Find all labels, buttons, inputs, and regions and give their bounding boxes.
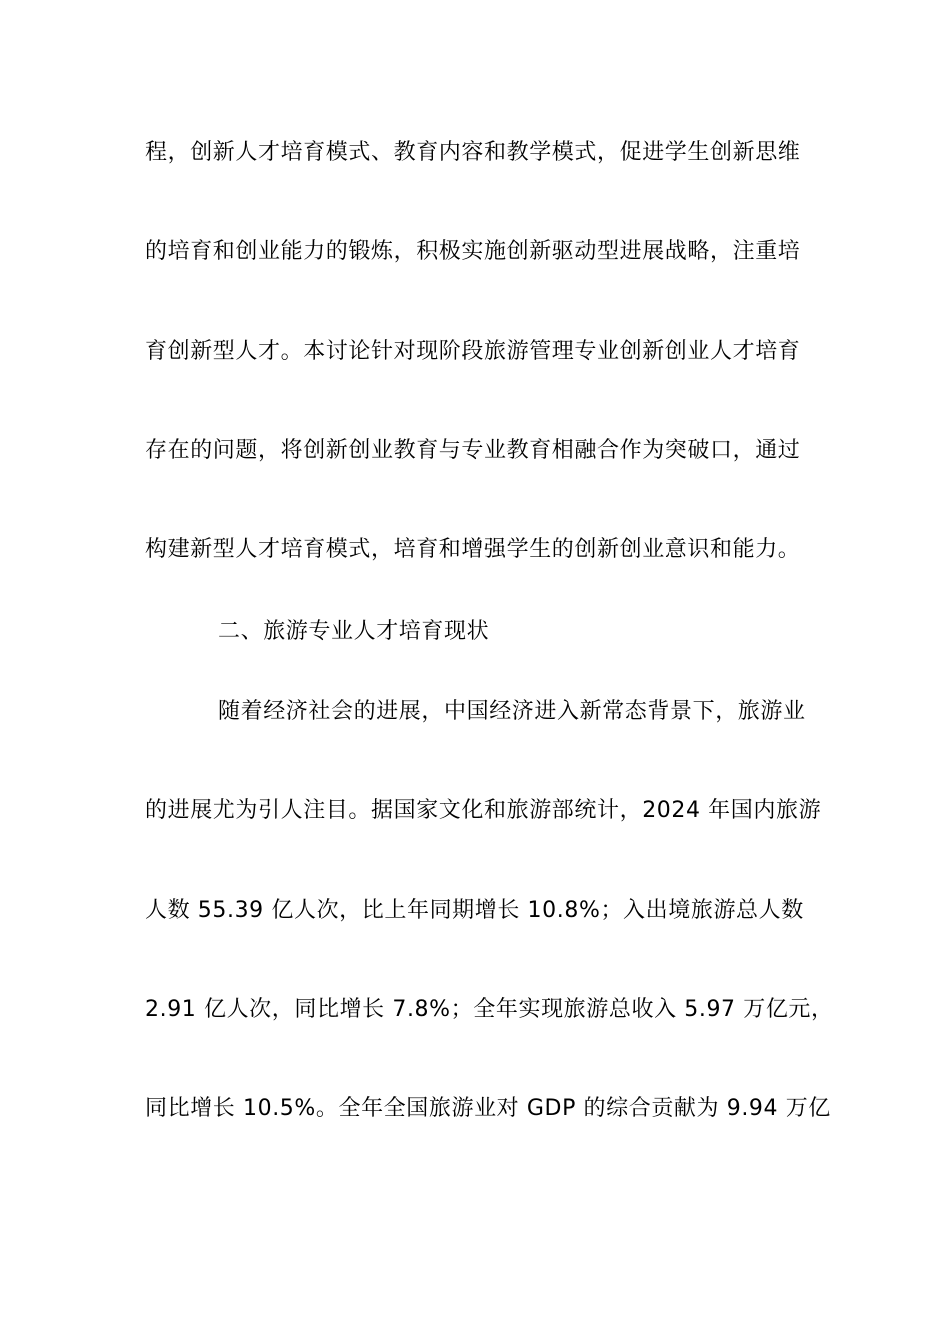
paragraph-line: 存在的问题，将创新创业教育与专业教育相融合作为突破口，通过 <box>145 438 801 463</box>
paragraph-line: 构建新型人才培育模式，培育和增强学生的创新创业意识和能力。 <box>145 537 801 562</box>
paragraph-line: 的培育和创业能力的锻炼，积极实施创新驱动型进展战略，注重培 <box>145 239 801 264</box>
paragraph-line: 人数 55.39 亿人次，比上年同期增长 10.8%；入出境旅游总人数 <box>145 898 804 923</box>
paragraph-line: 育创新型人才。本讨论针对现阶段旅游管理专业创新创业人才培育 <box>145 339 801 364</box>
paragraph-line: 随着经济社会的进展，中国经济进入新常态背景下，旅游业 <box>218 699 806 724</box>
section-heading: 二、旅游专业人才培育现状 <box>218 619 490 644</box>
paragraph-line: 同比增长 10.5%。全年全国旅游业对 GDP 的综合贡献为 9.94 万亿 <box>145 1096 831 1121</box>
paragraph-line: 2.91 亿人次，同比增长 7.8%；全年实现旅游总收入 5.97 万亿元， <box>145 997 834 1022</box>
paragraph-line: 程，创新人才培育模式、教育内容和教学模式，促进学生创新思维 <box>145 140 801 165</box>
paragraph-line: 的进展尤为引人注目。据国家文化和旅游部统计，2024 年国内旅游 <box>145 798 822 823</box>
